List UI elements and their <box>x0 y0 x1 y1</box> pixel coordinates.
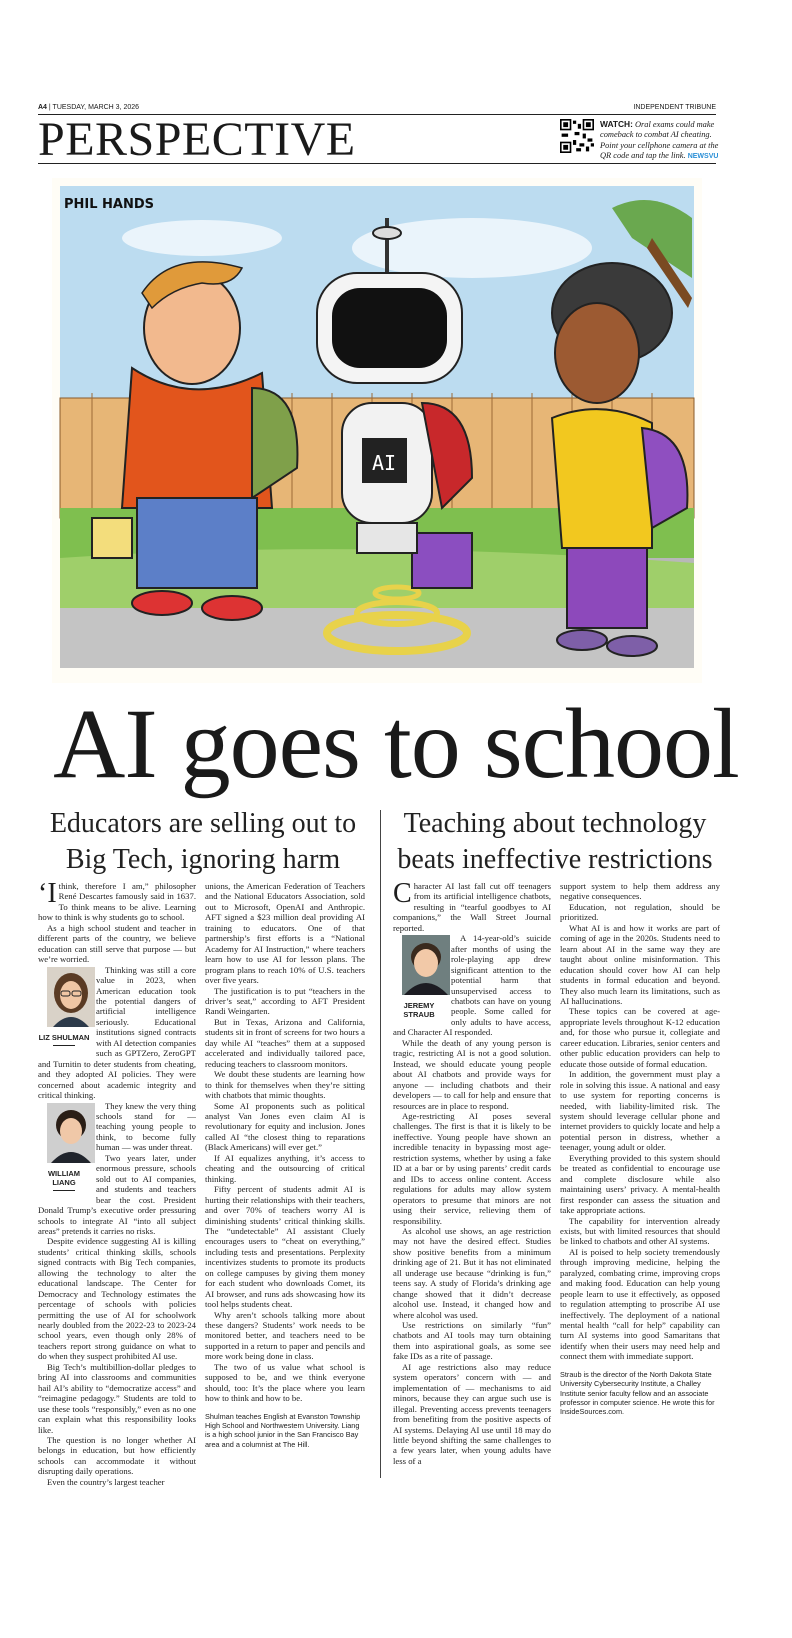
article-paragraph: Despite evidence suggesting AI is killing students’ critical thinking skills, schools signed contracts with Big Tech companies, allowing the technology to alter the educational landscape. The Center for Democracy and Technology estimates the percentage of schools with policies permitting the use of AI for schoolwork nearly doubled from the 2022-23 to 2023-24 school years, even though only 28% of teachers report strong guidance on what to do when they suspect prohibited AI use. <box>38 1236 196 1362</box>
article-paragraph: Everything provided to this system should be treated as confidential to encourage use and complete disclosure while also maintaining users’ privacy. A mental-health first responder can assess the situation and take appropriate actions. <box>560 1152 720 1216</box>
right-subhead: Teaching about technology beats ineffective restrictions <box>397 808 713 875</box>
article-paragraph: ‘Ithink, therefore I am,” philosopher René Descartes famously said in 1637. To think means to be alive. Learning how to think is why students go to school. <box>38 878 196 923</box>
article-paragraph: Big Tech’s multibillion-dollar pledges to bring AI into classrooms and communities hail AI’s ability to “democratize access” and “reimagine pedagogy.” Students are told to use these tools “responsibly,” even as no one can explain what this responsibility looks like. <box>38 1361 196 1435</box>
author-photo <box>402 935 450 995</box>
paper-name: INDEPENDENT TRIBUNE <box>633 104 716 111</box>
qr-code-icon[interactable] <box>560 119 594 153</box>
editorial-cartoon <box>52 178 702 683</box>
article-paragraph: But in Texas, Arizona and California, students sit in front of screens for two hours a day while AI “teaches” them at a supposed accelerated and individually tailored pace, reducing teachers to classroom monitors. <box>205 1016 365 1069</box>
article-paragraph: Use restrictions on similarly “fun” chatbots and AI tools may turn obtaining them into aspirational goals, as some see fake IDs as a rite of passage. <box>393 1320 551 1362</box>
author-jeremy-straub: JEREMY STRAUB <box>393 935 445 1019</box>
column-divider <box>380 810 381 1478</box>
left-article-col1 <box>38 878 196 1487</box>
main-headline: AI goes to school <box>53 688 739 799</box>
article-paragraph: Some AI proponents such as political analyst Van Jones even claim AI is revolutionary for equity and inclusion. Jones called AI “the closest thing to reparations (Black Americans) will ever get.” <box>205 1100 365 1153</box>
article-paragraph: We doubt these students are learning how to think for themselves when they’re sitting with chatbots that mimic thoughts. <box>205 1069 365 1101</box>
article-paragraph: The capability for intervention already exists, but with limited resources that should be linked to chatbots and other AI systems. <box>560 1215 720 1247</box>
article-paragraph: support system to help them address any negative consequences. <box>560 881 720 902</box>
article-paragraph: If AI equalizes anything, it’s access to cheating and the outsourcing of critical thinking. <box>205 1152 365 1184</box>
author-bio: Shulman teaches English at Evanston Township High School and Northwestern University. Liang is a high school junior in the San Francisco Bay area and a columnist at The Hill. <box>205 1411 361 1449</box>
article-paragraph: Two years later, under enormous pressure, schools sold out to AI companies, and students and teachers bear the cost. President Donald Trump’s executive order pressuring schools to integrate AI “into all subject areas” pretends it carries no risks. <box>38 1152 196 1236</box>
author-william-liang: WILLIAM LIANG <box>38 1103 90 1195</box>
article-paragraph: As alcohol use shows, an age restriction may not have the desired effect. Studies show positive benefits from a minimum drinking age of 21. But it has not eliminated all underage use because “drinking is fun,” teens say. A study of Florida’s drinking age change showed that it didn’t decrease alcohol use. Instead, it changed how and where alcohol was used. <box>393 1225 551 1320</box>
robot-ai-label: AI <box>371 451 397 475</box>
article-paragraph: While the death of any young person is tragic, restricting AI is not a good solution. Instead, we should educate young people about AI chatbots and provide ways for anyone — including chatbots and their developers — to call for help and ensure that resources are in place to respond. <box>393 1037 551 1111</box>
article-paragraph: unions, the American Federation of Teachers and the National Educators Association, sold out to Microsoft, OpenAI and Anthropic. AFT signed a $23 million deal providing AI training to educators. One of that partnership’s first efforts is a “National Academy for AI Instruction,” where teachers learn how to use AI for lesson plans. The program plans to reach 10% of U.S. teachers over five years. <box>205 881 365 986</box>
article-paragraph: Education, not regulation, should be prioritized. <box>560 901 720 923</box>
author-photo <box>47 967 95 1027</box>
author-photo <box>47 1103 95 1163</box>
article-paragraph: As a high school student and teacher in different parts of the country, we believe education can still serve that purpose — but we’re worried. <box>38 922 196 965</box>
page-header <box>38 104 716 111</box>
article-paragraph: Even the country’s largest teacher <box>47 1476 165 1487</box>
article-paragraph: Fifty percent of students admit AI is hurting their relationships with their teachers, and over 70% of teachers worry AI is diminishing students’ critical thinking skills. The “undetectable” AI assistant Cluely encourages users to “cheat on everything,” including tests and presentations. Perplexity incentivizes students to promote its products on college campuses by giving them money for each student who downloads Comet, its AI browser, and runs ads showcasing how its tool helps students cheat. <box>205 1184 365 1310</box>
section-title: PERSPECTIVE <box>38 113 356 166</box>
article-paragraph: The question is no longer whether AI belongs in education, but how efficiently schools can accommodate it without disrupting daily operations. <box>38 1435 196 1477</box>
author-bio: Straub is the director of the North Dakota State University Cybersecurity Institute, a Challey Institute senior faculty fellow and an associate professor in computer science. He wrote this for InsideSources.com. <box>560 1369 715 1417</box>
drop-cap: C <box>393 878 412 909</box>
article-paragraph: Character AI last fall cut off teenagers from its artificial intelligence chatbots, resulting in “tearful goodbyes to AI companions,” the Wall Street Journal reported. <box>393 878 551 933</box>
article-paragraph: What AI is and how it works are part of coming of age in the 2020s. Students need to learn about AI in the same way they are taught about online misinformation. This education should cover how AI can help students in formal education and beyond. They also much learn its limitations, such as AI hallucinations. <box>560 922 720 1006</box>
article-paragraph: LIZ SHULMAN Thinking was still a core value in 2023, when American education took the potential dangers of artificial intelligence seriously. Educational institutions signed contracts with AI detection companies such as GPTZero, ZeroGPT and Turnitin to deter students from cheating, and they adopted AI policies. They were concerned about academic integrity and critical thinking. <box>38 964 196 1101</box>
article-paragraph: These topics can be covered at age-appropriate levels throughout K-12 education and, for those who pursue it, collegiate and career education. Libraries, senior centers and other public education providers can help to educate those outside of formal education. <box>560 1006 720 1069</box>
watch-promo[interactable] <box>560 119 720 159</box>
right-article-col2 <box>560 881 720 1417</box>
masthead-rule <box>38 163 716 164</box>
article-paragraph: The two of us value what school is supposed to be, and we think everyone should, too: It’s the place where you learn how to think and how to be. <box>205 1361 365 1404</box>
article-paragraph: JEREMY STRAUB A 14-year-old’s suicide after months of using the role-playing app drew significant attention to the potential harm that unsupervised access to chatbots can have on young people. Some called for only adults to have access, and Character AI responded. <box>393 933 551 1038</box>
article-paragraph: Age-restricting AI poses several challenges. The first is that it is likely to be ineffective. Young people have shown an incredible tenacity in bypassing most age-restriction systems, whether by using a fake ID at a bar or by using parents’ credit cards and IDs to access online content. Access regulations for adults may allow system operators to presume that minors are not using their service, relieving them of responsibility. <box>393 1110 551 1226</box>
article-paragraph: In addition, the government must play a role in solving this issue. A national and easy to use system for reporting concerns is needed, with liability-limited risk. The system should leverage cellular phone and internet providers to quickly locate and help a potential person in distress, whether a teenager, young adult or older. <box>560 1069 720 1153</box>
article-paragraph: The justification is to put “teachers in the driver’s seat,” according to AFT President Randi Weingarten. <box>205 985 365 1017</box>
article-paragraph: AI is poised to help society tremendously through improving medicine, helping the paralyzed, combating crime, improving crops and making food. Education can help young people learn to use it effectively, as opposed to regulation attempting to proscribe AI use ineffectively. The deployment of a national mental health “call for help” capability can turn AI systems into good Samaritans that identify when their users may need help and connect them with immediate support. <box>560 1246 720 1362</box>
watch-text: WATCH: Oral exams could make comeback to combat AI cheating. Point your cellphone camera at the QR code and tap the link. NEWSVU <box>600 119 719 161</box>
author-liz-shulman: LIZ SHULMAN <box>38 967 90 1050</box>
cartoonist-signature: PHIL HANDS <box>64 197 155 212</box>
page-dateline: A4 | TUESDAY, MARCH 3, 2026 <box>38 104 140 111</box>
article-paragraph: Why aren’t schools talking more about these dangers? Students’ work needs to be monitored better, and teachers need to be supported in a return to paper and pencils and more work being done in class. <box>205 1309 365 1362</box>
left-subhead: Educators are selling out to Big Tech, ignoring harm <box>49 808 357 875</box>
right-article-col1 <box>393 878 551 1466</box>
article-paragraph: WILLIAM LIANG They knew the very thing schools stand for — teaching young people to think, to become fully human — was under threat. <box>38 1101 196 1153</box>
drop-cap: ‘I <box>38 878 57 909</box>
newsvu-logo[interactable]: NEWSVU <box>687 153 719 161</box>
left-article-col2 <box>205 881 365 1449</box>
article-paragraph: AI age restrictions also may reduce system operators’ concern with — and implementation of — mechanisms to aid minors, because they can argue such use is illegal. Preventing access prevents teenagers from benefiting from the positive aspects of AI systems. Delaying AI use until 18 may do little beyond shifting the same challenges to a few years later, when young adults have less of a <box>393 1361 551 1466</box>
